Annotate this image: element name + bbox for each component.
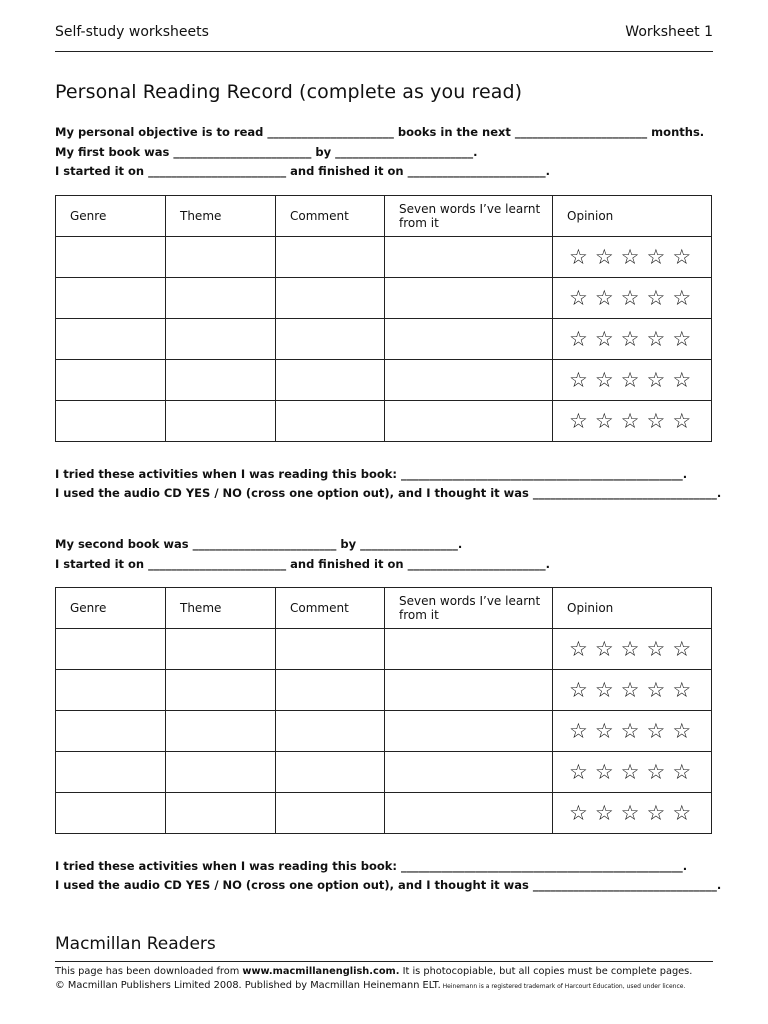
star-icon[interactable]: ☆	[672, 677, 692, 702]
objective-line: My personal objective is to read ______________________ books in the next _______________________ months.	[55, 125, 705, 139]
started-line-2: I started it on ________________________ and finished it on ________________________.	[55, 557, 550, 571]
star-icon[interactable]: ☆	[620, 636, 640, 661]
genre-cell[interactable]	[56, 360, 166, 401]
star-icon[interactable]: ☆	[646, 636, 666, 661]
star-icon[interactable]: ☆	[569, 285, 588, 310]
opinion-cell	[553, 711, 712, 752]
theme-cell[interactable]	[166, 319, 276, 360]
star-rating[interactable]	[553, 636, 711, 661]
comment-cell[interactable]	[276, 793, 385, 834]
genre-cell[interactable]	[56, 319, 166, 360]
words-cell[interactable]	[385, 360, 553, 401]
footer-text: This page has been downloaded from	[55, 966, 243, 977]
theme-header: Theme	[166, 588, 276, 629]
star-icon[interactable]: ☆	[672, 636, 692, 661]
words-cell[interactable]	[385, 237, 553, 278]
star-icon[interactable]: ☆	[569, 636, 588, 661]
header-right: Worksheet 1	[625, 24, 713, 40]
genre-cell[interactable]	[56, 237, 166, 278]
star-icon[interactable]: ☆	[620, 677, 640, 702]
star-icon[interactable]: ☆	[620, 244, 640, 269]
theme-cell[interactable]	[166, 237, 276, 278]
brand-name: Macmillan Readers	[55, 934, 216, 954]
comment-cell[interactable]	[276, 401, 385, 442]
footer-copyright-line	[55, 980, 685, 991]
theme-cell[interactable]	[166, 711, 276, 752]
star-icon[interactable]: ☆	[672, 244, 692, 269]
star-icon[interactable]: ☆	[620, 326, 640, 351]
star-icon[interactable]: ☆	[672, 367, 692, 392]
star-icon[interactable]: ☆	[646, 677, 666, 702]
star-icon[interactable]: ☆	[569, 326, 588, 351]
star-icon[interactable]: ☆	[620, 285, 640, 310]
theme-header: Theme	[166, 196, 276, 237]
genre-cell[interactable]	[56, 793, 166, 834]
star-icon[interactable]: ☆	[594, 326, 614, 351]
opinion-cell	[553, 319, 712, 360]
words-cell[interactable]	[385, 752, 553, 793]
star-icon[interactable]: ☆	[646, 367, 666, 392]
table-header-row	[56, 196, 712, 237]
star-icon[interactable]: ☆	[569, 244, 588, 269]
table-row	[56, 752, 712, 793]
star-icon[interactable]: ☆	[646, 285, 666, 310]
table-row	[56, 629, 712, 670]
opinion-header: Opinion	[553, 196, 712, 237]
star-icon[interactable]: ☆	[646, 244, 666, 269]
star-icon[interactable]: ☆	[620, 718, 640, 743]
theme-cell[interactable]	[166, 793, 276, 834]
footer-download-line	[55, 966, 692, 977]
star-rating[interactable]	[553, 244, 711, 269]
header-left: Self-study worksheets	[55, 24, 209, 40]
opinion-header: Opinion	[553, 588, 712, 629]
comment-cell[interactable]	[276, 319, 385, 360]
genre-cell[interactable]	[56, 629, 166, 670]
trademark-text: Heinemann is a registered trademark of Harcourt Education, used under licence.	[440, 983, 686, 990]
table-header-row	[56, 588, 712, 629]
audio-line-1: I used the audio CD YES / NO (cross one option out), and I thought it was ________________________________.	[55, 486, 722, 500]
star-rating[interactable]	[553, 759, 711, 784]
star-icon[interactable]: ☆	[672, 759, 692, 784]
star-icon[interactable]: ☆	[646, 326, 666, 351]
star-icon[interactable]: ☆	[594, 244, 614, 269]
website-link[interactable]: www.macmillanenglish.com.	[242, 966, 400, 977]
table-row	[56, 793, 712, 834]
comment-cell[interactable]	[276, 670, 385, 711]
star-icon[interactable]: ☆	[646, 800, 666, 825]
star-icon[interactable]: ☆	[672, 285, 692, 310]
footer-text: It is photocopiable, but all copies must be complete pages.	[399, 966, 693, 977]
comment-cell[interactable]	[276, 711, 385, 752]
star-icon[interactable]: ☆	[672, 408, 692, 433]
table-row	[56, 711, 712, 752]
star-icon[interactable]: ☆	[594, 718, 614, 743]
star-icon[interactable]: ☆	[569, 800, 588, 825]
table-row	[56, 670, 712, 711]
star-icon[interactable]: ☆	[620, 800, 640, 825]
opinion-cell	[553, 670, 712, 711]
opinion-cell	[553, 278, 712, 319]
comment-cell[interactable]	[276, 237, 385, 278]
activities-line-2: I tried these activities when I was reading this book: _________________________________________________.	[55, 859, 688, 873]
words-cell[interactable]	[385, 278, 553, 319]
star-icon[interactable]: ☆	[569, 677, 588, 702]
table-row	[56, 278, 712, 319]
table-row	[56, 360, 712, 401]
page-title: Personal Reading Record (complete as you read)	[55, 81, 523, 103]
words-cell[interactable]	[385, 793, 553, 834]
words-cell[interactable]	[385, 670, 553, 711]
star-icon[interactable]: ☆	[569, 718, 588, 743]
star-icon[interactable]: ☆	[620, 408, 640, 433]
genre-cell[interactable]	[56, 401, 166, 442]
table-row	[56, 237, 712, 278]
star-icon[interactable]: ☆	[594, 800, 614, 825]
comment-cell[interactable]	[276, 360, 385, 401]
star-rating[interactable]	[553, 285, 711, 310]
star-rating[interactable]	[553, 718, 711, 743]
star-icon[interactable]: ☆	[594, 636, 614, 661]
genre-cell[interactable]	[56, 711, 166, 752]
first-book-line: My first book was ________________________ by ________________________.	[55, 145, 478, 159]
audio-line-2: I used the audio CD YES / NO (cross one option out), and I thought it was ________________________________.	[55, 878, 722, 892]
star-icon[interactable]: ☆	[594, 367, 614, 392]
theme-cell[interactable]	[166, 629, 276, 670]
star-icon[interactable]: ☆	[594, 677, 614, 702]
genre-header: Genre	[56, 588, 166, 629]
star-rating[interactable]	[553, 326, 711, 351]
words-header: Seven words I’ve learnt from it	[385, 196, 553, 237]
activities-line-1: I tried these activities when I was reading this book: _________________________________________________.	[55, 467, 688, 481]
comment-cell[interactable]	[276, 629, 385, 670]
opinion-cell	[553, 629, 712, 670]
copyright-text: © Macmillan Publishers Limited 2008. Published by Macmillan Heinemann ELT.	[55, 980, 441, 991]
theme-cell[interactable]	[166, 401, 276, 442]
star-icon[interactable]: ☆	[672, 718, 692, 743]
opinion-cell	[553, 401, 712, 442]
words-cell[interactable]	[385, 401, 553, 442]
theme-cell[interactable]	[166, 752, 276, 793]
star-icon[interactable]: ☆	[569, 367, 588, 392]
opinion-cell	[553, 793, 712, 834]
opinion-cell	[553, 237, 712, 278]
reading-table-2	[55, 587, 712, 834]
genre-cell[interactable]	[56, 278, 166, 319]
star-rating[interactable]	[553, 677, 711, 702]
star-icon[interactable]: ☆	[646, 718, 666, 743]
star-icon[interactable]: ☆	[620, 367, 640, 392]
genre-cell[interactable]	[56, 670, 166, 711]
words-header: Seven words I’ve learnt from it	[385, 588, 553, 629]
words-cell[interactable]	[385, 711, 553, 752]
opinion-cell	[553, 752, 712, 793]
star-icon[interactable]: ☆	[569, 408, 588, 433]
star-icon[interactable]: ☆	[672, 326, 692, 351]
theme-cell[interactable]	[166, 670, 276, 711]
star-icon[interactable]: ☆	[594, 759, 614, 784]
words-cell[interactable]	[385, 629, 553, 670]
second-book-line: My second book was _________________________ by _________________.	[55, 537, 463, 551]
comment-header: Comment	[276, 588, 385, 629]
opinion-cell	[553, 360, 712, 401]
theme-cell[interactable]	[166, 360, 276, 401]
star-icon[interactable]: ☆	[594, 285, 614, 310]
star-icon[interactable]: ☆	[569, 759, 588, 784]
comment-header: Comment	[276, 196, 385, 237]
comment-cell[interactable]	[276, 278, 385, 319]
genre-header: Genre	[56, 196, 166, 237]
star-icon[interactable]: ☆	[672, 800, 692, 825]
comment-cell[interactable]	[276, 752, 385, 793]
star-rating[interactable]	[553, 800, 711, 825]
started-line: I started it on ________________________ and finished it on ________________________.	[55, 164, 550, 178]
words-cell[interactable]	[385, 319, 553, 360]
star-icon[interactable]: ☆	[620, 759, 640, 784]
footer-rule	[55, 961, 713, 962]
star-icon[interactable]: ☆	[594, 408, 614, 433]
table-row	[56, 319, 712, 360]
genre-cell[interactable]	[56, 752, 166, 793]
reading-table-1	[55, 195, 712, 442]
table-row	[56, 401, 712, 442]
star-rating[interactable]	[553, 367, 711, 392]
header-rule	[55, 51, 713, 52]
star-icon[interactable]: ☆	[646, 408, 666, 433]
star-rating[interactable]	[553, 408, 711, 433]
star-icon[interactable]: ☆	[646, 759, 666, 784]
theme-cell[interactable]	[166, 278, 276, 319]
